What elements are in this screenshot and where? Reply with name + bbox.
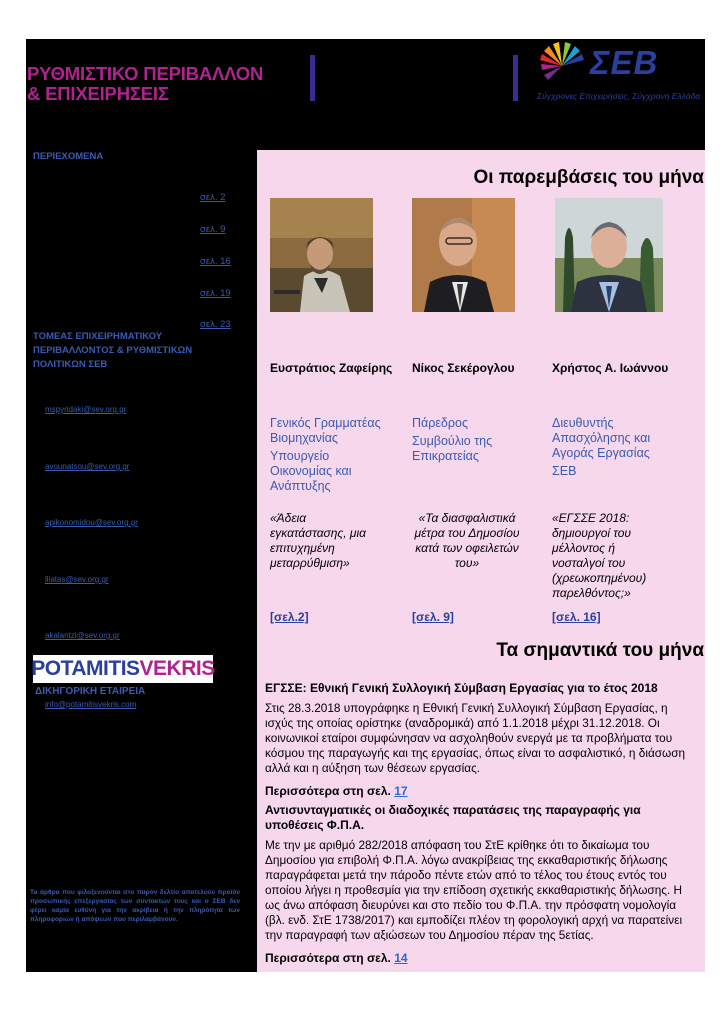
sectors-heading-line: ΠΟΛΙΤΙΚΩΝ ΣΕΒ	[33, 359, 108, 370]
person-role-line: Διευθυντής Απασχόλησης και Αγοράς Εργασίας	[552, 416, 651, 460]
sectors-heading-line: ΤΟΜΕΑΣ ΕΠΙΧΕΙΡΗΜΑΤΙΚΟΥ	[33, 331, 163, 342]
person-role	[270, 416, 390, 494]
header-divider-right	[513, 55, 518, 101]
email-link[interactable]: apikonomidou@sev.org.gr	[45, 518, 138, 527]
person-page-link[interactable]: [σελ. 16]	[552, 610, 601, 624]
read-more-label: Περισσότερα στη σελ.	[265, 951, 391, 965]
news-item	[265, 681, 697, 798]
disclaimer: Τα άρθρα που φιλοξενούνται στο παρόν δελτίο αποτελούν προϊόν προσωπικής επεξεργασίας των συντακτών τους και ο ΣΕΒ δεν φέρει καμία ευθύνη για την ακρίβεια ή την πληρότητα των πληροφοριών ή απόψεων που περιλαμβάνουν.	[30, 889, 240, 923]
photo-ioannou	[555, 198, 663, 312]
person-name: Χρήστος Α. Ιωάννου	[552, 361, 669, 375]
contents-link-5[interactable]: σελ. 23	[200, 319, 231, 330]
law-firm-email[interactable]: info@potamitisvekris.com	[45, 700, 137, 709]
sev-logo-text: ΣΕΒ	[590, 44, 659, 81]
header-divider-left	[310, 55, 315, 101]
read-more-label: Περισσότερα στη σελ.	[265, 784, 391, 798]
sponsor-logo	[33, 655, 213, 683]
contents-link-4[interactable]: σελ. 19	[200, 288, 231, 299]
sev-tagline: Σύγχρονες Επιχειρήσεις, Σύγχρονη Ελλάδα	[537, 91, 701, 101]
contents-heading: ΠΕΡΙΕΧΟΜΕΝΑ	[33, 151, 104, 162]
person-role	[412, 416, 522, 464]
sev-logo	[533, 40, 703, 102]
person-name: Νίκος Σεκέρογλου	[412, 361, 515, 375]
person-org-line: ΣΕΒ	[552, 464, 577, 478]
interventions-title: Οι παρεμβάσεις του μήνα	[473, 167, 704, 188]
person-role	[552, 416, 662, 479]
news-heading: Αντισυνταγματικές οι διαδοχικές παρατάσεις της παραγραφής για υποθέσεις Φ.Π.Α.	[265, 803, 641, 832]
sponsor-name-part2: VEKRIS	[139, 657, 215, 680]
newsletter-title	[27, 64, 317, 104]
photo-zafeiris	[270, 198, 373, 312]
title-line-1: ΡΥΘΜΙΣΤΙΚΟ ΠΕΡΙΒΑΛΛΟΝ	[27, 63, 264, 84]
email-link[interactable]: avounatsou@sev.org.gr	[45, 462, 130, 471]
person-page-link[interactable]: [σελ. 9]	[412, 610, 454, 624]
person-quote: «Άδεια εγκατάστασης, μια επιτυχημένη μεταρρύθμιση»	[270, 511, 367, 570]
email-link[interactable]: akalantzi@sev.org.gr	[45, 631, 120, 640]
person-role-line: Πάρεδρος	[412, 416, 468, 430]
news-item	[265, 803, 697, 965]
read-more	[265, 784, 697, 798]
person-org-line: Υπουργείο Οικονομίας και Ανάπτυξης	[270, 449, 352, 493]
person-org-line: Συμβούλιο της Επικρατείας	[412, 434, 493, 463]
person-name: Ευστράτιος Ζαφείρης	[270, 361, 393, 375]
contents-link-1[interactable]: σελ. 2	[200, 192, 226, 203]
email-link[interactable]: lliatas@sev.org.gr	[45, 575, 109, 584]
person-role-line: Γενικός Γραμματέας Βιομηχανίας	[270, 416, 381, 445]
person-quote: «Τα διασφαλιστικά μέτρα του Δημοσίου κατά των οφειλετών του»	[414, 511, 520, 570]
sponsor-name-part1: POTAMITIS	[31, 657, 140, 680]
read-more	[265, 951, 697, 965]
photo-sekeroglou	[412, 198, 515, 312]
person-quote: «ΕΓΣΣΕ 2018: δημιουργοί του μέλλοντος ή νοσταλγοί του (χρεωκοπημένου) παρελθόντος;»	[552, 511, 647, 600]
news-body: Στις 28.3.2018 υπογράφηκε η Εθνική Γενική Συλλογική Σύμβαση Εργασίας, η ισχύς της οποίας ορίστηκε (αναδρομικά) από 1.1.2018 μέχρι 31.12.2018. Οι κοινωνικοί εταίροι συμφώνησαν να ασχοληθούν ενεργά με τα προβλήματα του κόσμου της παραγωγής και της εργασίας, όπως είναι το ασφαλιστικό, η διάσωση αλλά και η αύξηση των θέσεων εργασίας.	[265, 701, 686, 775]
read-more-page-link[interactable]: 17	[394, 784, 408, 798]
person-page-link[interactable]: [σελ.2]	[270, 610, 309, 624]
sev-logo-icon	[538, 40, 590, 88]
portrait-image	[555, 198, 663, 312]
title-line-2: & ΕΠΙΧΕΙΡΗΣΕΙΣ	[27, 83, 169, 104]
sectors-heading	[33, 330, 213, 372]
sectors-heading-line: ΠΕΡΙΒΑΛΛΟΝΤΟΣ & ΡΥΘΜΙΣΤΙΚΩΝ	[33, 345, 193, 356]
portrait-image	[412, 198, 515, 312]
contents-link-2[interactable]: σελ. 9	[200, 224, 226, 235]
portrait-image	[270, 198, 373, 312]
law-firm-label: ΔΙΚΗΓΟΡΙΚΗ ΕΤΑΙΡΕΙΑ	[35, 686, 146, 697]
read-more-page-link[interactable]: 14	[394, 951, 408, 965]
email-link[interactable]: mspyridaki@sev.org.gr	[45, 405, 127, 414]
news-body: Με την με αριθμό 282/2018 απόφαση του ΣτΕ κρίθηκε ότι το δικαίωμα του Δημοσίου για επιβολή Φ.Π.Α. λόγω ανακρίβειας της εκκαθαριστικής δήλωσης παραγράφεται μετά την πάροδο πέντε ετών από το τέλος του έτους εντός του οποίου λήγει η προθεσμία για την επίδοση σχετικής εκκαθαριστικής δήλωσης. Η ως άνω απόφαση διευρύνει και στο πεδίο του Φ.Π.Α. την πρόσφατη νομολογία (βλ. ενδ. ΣτΕ 1738/2017) και εμποδίζει πλέον τη φορολογική αρχή να παρατείνει την παραγραφή των αξιώσεων του Δημοσίου πέραν της 5ετίας.	[265, 838, 683, 942]
news-heading: ΕΓΣΣΕ: Εθνική Γενική Συλλογική Σύμβαση Εργασίας για το έτος 2018	[265, 681, 658, 695]
highlights-title: Τα σημαντικά του μήνα	[496, 640, 704, 661]
contents-link-3[interactable]: σελ. 16	[200, 256, 231, 267]
